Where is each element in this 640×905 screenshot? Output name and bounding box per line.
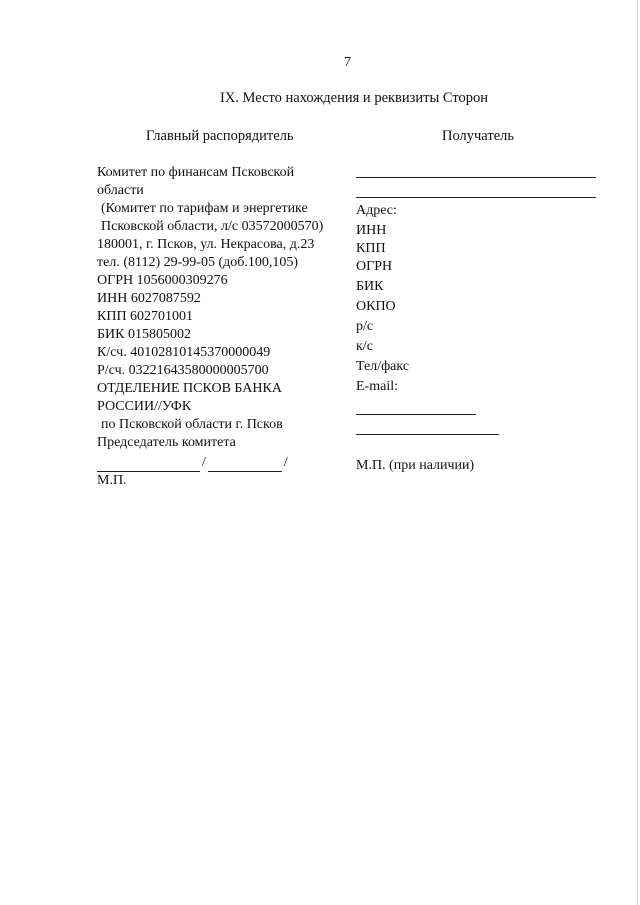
signatory-title: Председатель комитета [97, 435, 236, 450]
page-edge [637, 0, 638, 905]
right-column-header: Получатель [442, 128, 514, 144]
recipient-stamp-label: М.П. (при наличии) [356, 458, 475, 473]
recipient-corr-account-label: к/с [356, 339, 373, 354]
requisite-account: Р/сч. 03221643580000005700 [97, 363, 269, 378]
requisite-ogrn: ОГРН 1056000309276 [97, 273, 228, 288]
recipient-kpp-label: КПП [356, 241, 386, 256]
recipient-okpo-label: ОКПО [356, 299, 396, 314]
stamp-label: М.П. [97, 473, 127, 488]
recipient-bik-label: БИК [356, 279, 384, 294]
requisite-bank: РОССИИ//УФК [97, 399, 192, 414]
signature-blank [97, 457, 200, 472]
recipient-signature-blank [356, 414, 476, 415]
requisite-line: Псковской области, л/с 03572000570) [101, 219, 324, 234]
requisite-kpp: КПП 602701001 [97, 309, 194, 324]
section-title: IX. Место нахождения и реквизиты Сторон [220, 90, 488, 106]
recipient-phone-label: Тел/факс [356, 359, 410, 374]
requisite-line: области [97, 183, 144, 198]
requisite-inn: ИНН 6027087592 [97, 291, 201, 306]
page-number: 7 [344, 55, 351, 70]
requisite-corr-account: К/сч. 40102810145370000049 [97, 345, 271, 360]
recipient-address-label: Адрес: [356, 203, 397, 218]
recipient-name-blank [356, 434, 499, 435]
recipient-name-blank [356, 177, 596, 178]
signature-line [97, 454, 347, 472]
recipient-inn-label: ИНН [356, 223, 387, 238]
grantor-requisites [97, 164, 347, 490]
name-blank [208, 457, 282, 472]
signature-separator: / [283, 455, 288, 470]
recipient-name-blank [356, 197, 596, 198]
requisite-phone: тел. (8112) 29-99-05 (доб.100,105) [97, 255, 299, 270]
requisite-bank: ОТДЕЛЕНИЕ ПСКОВ БАНКА [97, 381, 282, 396]
requisite-line: Комитет по финансам Псковской [97, 165, 295, 180]
signature-separator: / [202, 455, 206, 470]
requisite-bik: БИК 015805002 [97, 327, 191, 342]
recipient-email-label: E-mail: [356, 379, 398, 394]
recipient-account-label: р/с [356, 319, 374, 334]
requisite-bank: по Псковской области г. Псков [101, 417, 283, 432]
requisite-line: (Комитет по тарифам и энергетике [101, 201, 308, 216]
requisite-address: 180001, г. Псков, ул. Некрасова, д.23 [97, 237, 315, 252]
left-column-header: Главный распорядитель [146, 128, 294, 144]
recipient-ogrn-label: ОГРН [356, 259, 393, 274]
